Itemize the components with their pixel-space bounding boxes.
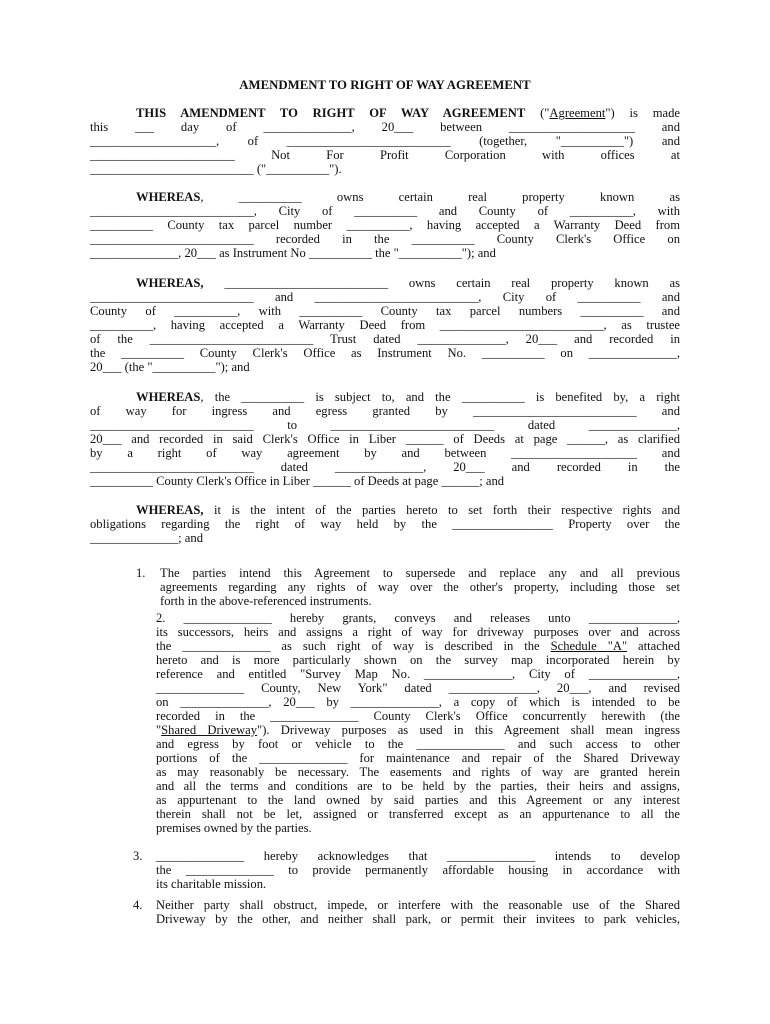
item-4-line-2: Driveway by the other, and neither shall park, or permit their invitees to park vehicles, — [156, 912, 680, 926]
whereas1-line-1 — [136, 190, 680, 204]
whereas2-line-5: of the __________________________ Trust dated ______________, 20___ and recorded in — [90, 332, 680, 346]
whereas4-line-3: ______________; and — [90, 531, 203, 545]
intro-line-5: __________________________ ("__________"). — [90, 162, 342, 176]
whereas-label: WHEREAS — [136, 390, 201, 404]
item-4-number: 4. — [133, 898, 143, 912]
item-2-line-14: as appurtenant to the land owned by said parties and this Agreement or any interest — [156, 793, 680, 807]
whereas-label: WHEREAS, — [136, 503, 204, 517]
whereas3-line-6: __________________________ dated ______________, 20___ and recorded in the — [90, 460, 680, 474]
item-2-text: "). Driveway purposes as used in this Agreement shall mean ingress — [257, 723, 681, 737]
item-2-line-8: recorded in the ______________ County Clerk's Office concurrently herewith (the — [156, 709, 680, 723]
whereas-text: , __________ owns certain real property known as — [200, 190, 680, 204]
item-1-line-3: forth in the above-referenced instruments. — [160, 594, 372, 608]
whereas-text: it is the intent of the parties hereto to set forth their respective rights and — [203, 503, 680, 517]
item-2-text: " — [156, 723, 162, 737]
document-title: AMENDMENT TO RIGHT OF WAY AGREEMENT — [239, 78, 531, 92]
whereas-label: WHEREAS, — [136, 276, 204, 290]
whereas-text: __________________________ owns certain real property known as — [203, 276, 680, 290]
item-2-line-15: therein shall not be let, assigned or transferred except as an appurtenance to all the — [156, 807, 680, 821]
whereas3-line-4: 20___ and recorded in said Clerk's Office in Liber ______ of Deeds at page ______, as clarified — [90, 432, 680, 446]
whereas4-line-2: obligations regarding the right of way held by the ________________ Property over the — [90, 517, 680, 531]
intro-text: (" — [525, 106, 550, 120]
intro-bold-lead: THIS AMENDMENT TO RIGHT OF WAY AGREEMENT — [136, 106, 526, 120]
whereas2-line-7: 20___ (the "__________"); and — [90, 360, 250, 374]
item-2-text: attached — [627, 639, 680, 653]
whereas2-line-1 — [136, 276, 680, 290]
item-3-line-3: its charitable mission. — [156, 877, 267, 891]
item-2-line-6: ______________ County, New York" dated ______________, 20___, and revised — [156, 681, 680, 695]
item-2-line-13: and all the terms and conditions are to be held by the parties, their heirs and assigns, — [156, 779, 680, 793]
whereas1-line-4: __________________________ recorded in the __________ County Clerk's Office on — [90, 232, 680, 246]
item-2-line-3 — [156, 639, 680, 653]
item-2-line-5: reference and entitled "Survey Map No. ______________, City of ______________, — [156, 667, 680, 681]
schedule-a-reference: Schedule "A" — [550, 639, 628, 653]
item-3-number: 3. — [133, 849, 143, 863]
intro-line-1 — [136, 106, 680, 120]
item-1-line-1: The parties intend this Agreement to supersede and replace any and all previous — [160, 566, 680, 580]
whereas2-line-4: __________, having accepted a Warranty Deed from __________________________, as trustee — [90, 318, 680, 332]
item-2-line-7: on ______________, 20___ by ______________, a copy of which is intended to be — [156, 695, 680, 709]
whereas1-line-2: __________________________, City of __________ and County of __________, with — [90, 204, 680, 218]
item-2-line-16: premises owned by the parties. — [156, 821, 312, 835]
whereas3-line-5: by a right of way agreement by and between ____________________ and — [90, 446, 680, 460]
item-3-line-2: the ______________ to provide permanently affordable housing in accordance with — [156, 863, 680, 877]
whereas4-line-1 — [136, 503, 680, 517]
item-1-number: 1. — [136, 566, 146, 580]
item-2-line-12: as may reasonably be necessary. The easements and rights of way are granted herein — [156, 765, 680, 779]
whereas3-line-3: __________________________ to __________________________ dated ______________, — [90, 418, 680, 432]
item-3-line-1: ______________ hereby acknowledges that ______________ intends to develop — [156, 849, 680, 863]
whereas1-line-3: __________ County tax parcel number __________, having accepted a Warranty Deed from — [90, 218, 680, 232]
item-2-line-2: its successors, heirs and assigns a right of way for driveway purposes over and across — [156, 625, 680, 639]
whereas-text: , the __________ is subject to, and the __________ is benefited by, a right — [200, 390, 680, 404]
item-2-text: the ______________ as such right of way is described in the — [156, 639, 551, 653]
item-2-line-1: 2. ______________ hereby grants, conveys and releases unto ______________, — [156, 611, 680, 625]
item-2-line-4: hereto and is more particularly shown on the survey map incorporated herein by — [156, 653, 680, 667]
item-4-line-1: Neither party shall obstruct, impede, or interfere with the reasonable use of the Shared — [156, 898, 680, 912]
item-1-line-2: agreements regarding any rights of way over the other's property, including those set — [160, 580, 680, 594]
whereas2-line-2: __________________________ and __________________________, City of __________ and — [90, 290, 680, 304]
whereas1-line-5: ______________, 20___ as Instrument No __________ the "__________"); and — [90, 246, 496, 260]
whereas-label: WHEREAS — [136, 190, 201, 204]
whereas3-line-7: __________ County Clerk's Office in Liber ______ of Deeds at page ______; and — [90, 474, 505, 488]
whereas3-line-2: of way for ingress and egress granted by __________________________ and — [90, 404, 680, 418]
whereas2-line-3: County of __________, with __________ County tax parcel numbers __________ and — [90, 304, 680, 318]
agreement-defined-term: Agreement — [549, 106, 606, 120]
intro-line-2: this ___ day of ______________, 20___ between ____________________ and — [90, 120, 680, 134]
intro-text: ") is made — [605, 106, 680, 120]
intro-line-3: ____________________, of __________________________ (together, "__________") and — [90, 134, 680, 148]
intro-line-4: _______________________ Not For Profit Corporation with offices at — [90, 148, 680, 162]
item-2-line-11: portions of the ______________ for maintenance and repair of the Shared Driveway — [156, 751, 680, 765]
whereas2-line-6: the __________ County Clerk's Office as Instrument No. __________ on ______________, — [90, 346, 680, 360]
item-2-line-9 — [156, 723, 680, 737]
whereas3-line-1 — [136, 390, 680, 404]
item-2-line-10: and egress by foot or vehicle to the ______________ and such access to other — [156, 737, 680, 751]
shared-driveway-term: Shared Driveway — [161, 723, 258, 737]
